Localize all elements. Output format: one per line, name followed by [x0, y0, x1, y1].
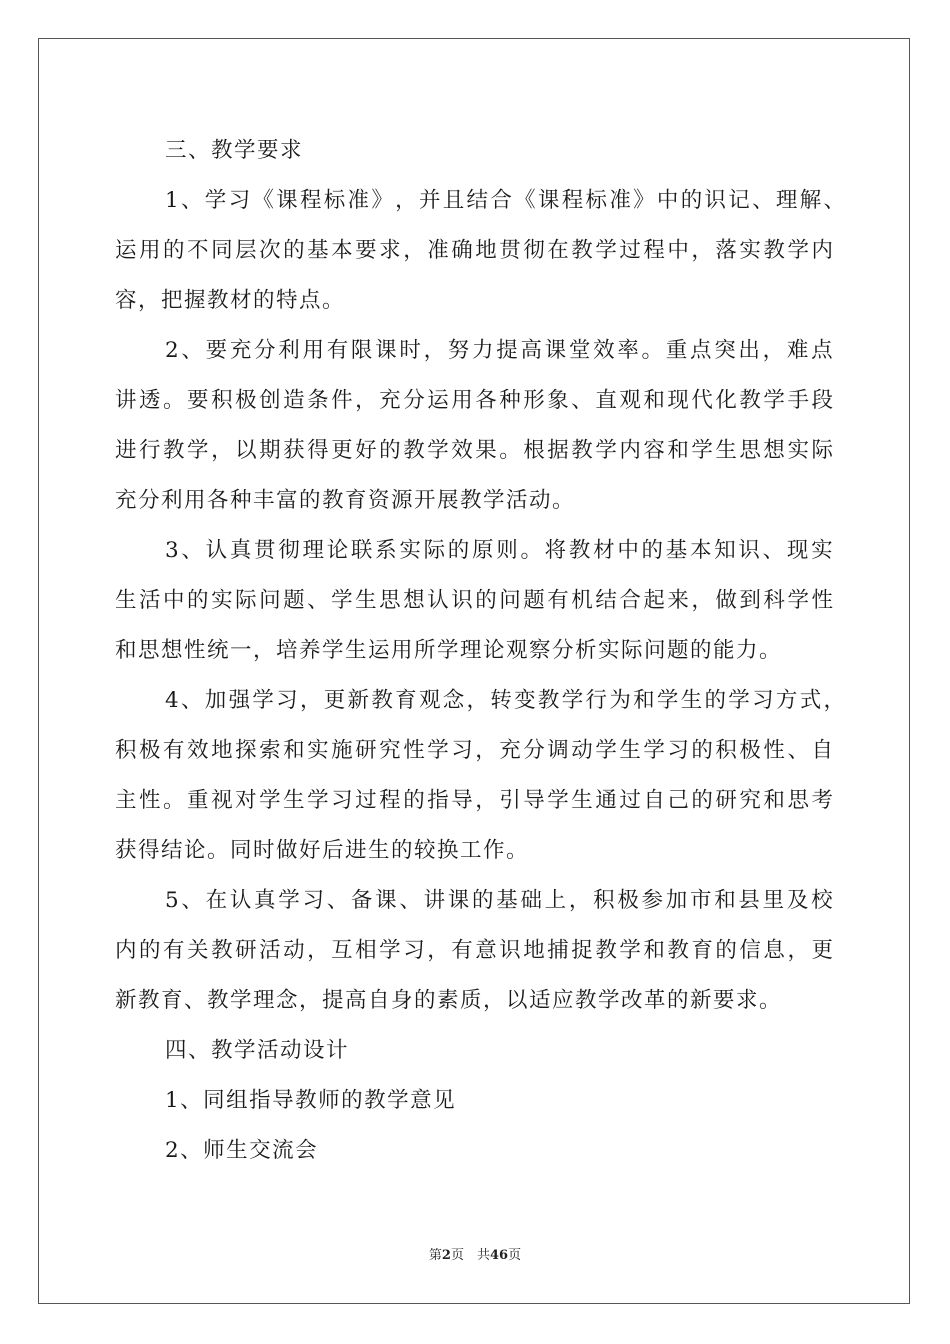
- footer-middle: 页 共: [450, 1248, 490, 1263]
- footer-prefix: 第: [428, 1248, 442, 1263]
- current-page-number: 2: [441, 1248, 451, 1263]
- paragraph-line: 内 的 有 关 教 研 活 动 ， 互 相 学 习 ， 有 意 识 地 捕 捉 教 学 和 教 育 的 信 息 ， 更: [115, 938, 833, 963]
- paragraph-line: 主 性 。 重 视 对 学 生 学 习 过 程 的 指 导 ， 引 导 学 生 通 过 自 己 的 研 究 和 思 考: [115, 788, 833, 813]
- paragraph-line: 积 极 有 效 地 探 索 和 实 施 研 究 性 学 习 ， 充 分 调 动 学 生 学 习 的 积 极 性 、 自: [115, 738, 833, 763]
- paragraph-line: 3 、 认 真 贯 彻 理 论 联 系 实 际 的 原 则 。 将 教 材 中 的 基 本 知 识 、 现 实: [165, 538, 833, 563]
- paragraph-line: 新教育、教学理念，提高自身的素质，以适应教学改革的新要求。: [115, 988, 783, 1013]
- paragraph-line: 获得结论。同时做好后进生的较换工作。: [115, 838, 530, 863]
- paragraph-line: 进 行 教 学 ， 以 期 获 得 更 好 的 教 学 效 果 。 根 据 教 学 内 容 和 学 生 思 想 实 际: [115, 438, 833, 463]
- footer-suffix: 页: [508, 1248, 522, 1263]
- paragraph-line: 充分利用各种丰富的教育资源开展教学活动。: [115, 488, 576, 513]
- paragraph-line: 运 用 的 不 同 层 次 的 基 本 要 求 ， 准 确 地 贯 彻 在 教 学 过 程 中 ， 落 实 教 学 内: [115, 238, 833, 263]
- list-item: 2、师生交流会: [165, 1138, 319, 1163]
- list-item: 1、同组指导教师的教学意见: [165, 1088, 457, 1113]
- paragraph-line: 讲 透 。 要 积 极 创 造 条 件 ， 充 分 运 用 各 种 形 象 、 直 观 和 现 代 化 教 学 手 段: [115, 388, 833, 413]
- paragraph-line: 1 、 学 习 《 课 程 标 准 》 ， 并 且 结 合 《 课 程 标 准 》 中 的 识 记 、 理 解 、: [165, 188, 845, 213]
- page-footer: [0, 1248, 950, 1264]
- total-page-count: 46: [489, 1248, 509, 1263]
- paragraph-line: 容，把握教材的特点。: [115, 288, 346, 313]
- paragraph-line: 生 活 中 的 实 际 问 题 、 学 生 思 想 认 识 的 问 题 有 机 结 合 起 来 ， 做 到 科 学 性: [115, 588, 833, 613]
- paragraph-line: 和思想性统一，培养学生运用所学理论观察分析实际问题的能力。: [115, 638, 783, 663]
- paragraph-line: 2 、 要 充 分 利 用 有 限 课 时 ， 努 力 提 高 课 堂 效 率 。 重 点 突 出 ， 难 点: [165, 338, 833, 363]
- section-heading-requirements: 三、教学要求: [165, 138, 304, 163]
- paragraph-line: 4 、 加 强 学 习 ， 更 新 教 育 观 念 ， 转 变 教 学 行 为 和 学 生 的 学 习 方 式 ，: [165, 688, 845, 713]
- paragraph-line: 5 、 在 认 真 学 习 、 备 课 、 讲 课 的 基 础 上 ， 积 极 参 加 市 和 县 里 及 校: [165, 888, 833, 913]
- section-heading-activities: 四、教学活动设计: [165, 1038, 350, 1063]
